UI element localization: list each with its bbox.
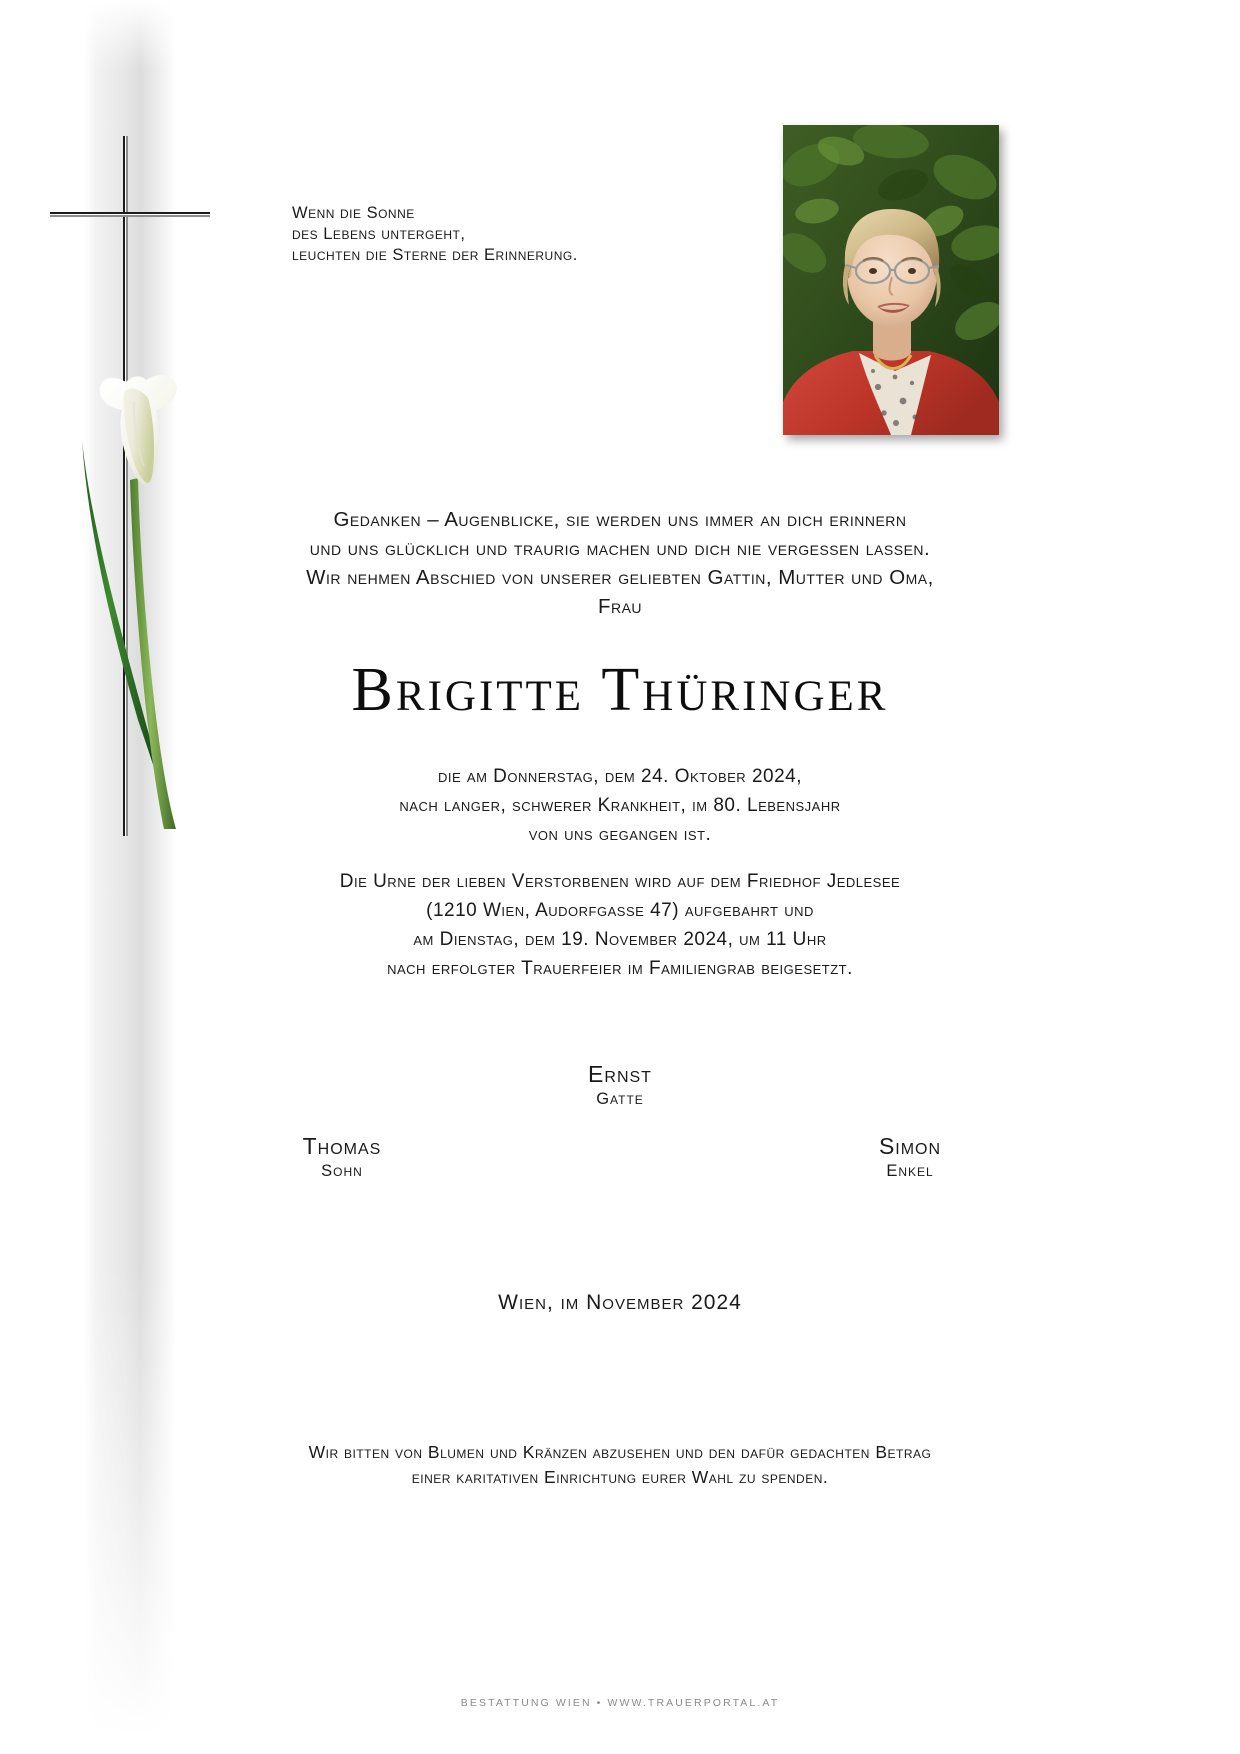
funeral-line-3: am Dienstag, dem 19. November 2024, um 11 Uhr [413, 929, 827, 950]
grandson-relation: Enkel [886, 1162, 934, 1180]
details-spacer [170, 849, 1070, 867]
family-row-children [170, 1132, 1070, 1192]
spouse-name: Ernst [588, 1061, 652, 1087]
family-block [170, 1060, 1070, 1192]
place-and-date: Wien, im November 2024 [498, 1291, 742, 1314]
portrait-photo [783, 125, 999, 435]
death-line-2: nach langer, schwerer Krankheit, im 80. Lebensjahr [399, 795, 841, 816]
donation-request [170, 1440, 1070, 1490]
intro-line-2: und uns glücklich und traurig machen und dich nie vergessen lassen. [309, 537, 931, 560]
son-relation: Sohn [321, 1162, 363, 1180]
son-name: Thomas [302, 1133, 382, 1159]
quote-line-1: Wenn die Sonne [292, 204, 415, 222]
quote-line-2: des Lebens untergeht, [292, 225, 466, 243]
quote-line-3: leuchten die Sterne der Erinnerung. [292, 246, 578, 264]
deceased-name: Brigitte Thüringer [351, 656, 889, 724]
family-member-grandson [780, 1132, 1040, 1182]
footer-credit: BESTATTUNG WIEN • WWW.TRAUERPORTAL.AT [460, 1697, 780, 1709]
death-line-1: die am Donnerstag, dem 24. Oktober 2024, [437, 766, 803, 787]
intro-paragraph [170, 505, 1070, 621]
grandson-name: Simon [878, 1133, 942, 1159]
request-line-1: Wir bitten von Blumen und Kränzen abzusehen und den dafür gedachten Betrag [308, 1442, 932, 1462]
death-line-3: von uns gegangen ist. [528, 824, 712, 845]
cross-icon-horizontal-bar [50, 212, 210, 217]
spouse-relation: Gatte [596, 1090, 644, 1108]
family-member-son [212, 1132, 472, 1182]
decorative-left-panel-fade [85, 0, 175, 1754]
funeral-line-2: (1210 Wien, Audorfgasse 47) aufgebahrt und [426, 900, 814, 921]
funeral-line-4: nach erfolgter Trauerfeier im Familiengrab beigesetzt. [387, 958, 853, 979]
funeral-line-1: Die Urne der lieben Verstorbenen wird auf dem Friedhof Jedlesee [339, 871, 901, 892]
intro-line-3: Wir nehmen Abschied von unserer geliebten Gattin, Mutter und Oma, [306, 566, 934, 589]
intro-line-4: Frau [597, 595, 643, 618]
details-block [170, 762, 1070, 983]
family-member-spouse [170, 1060, 1070, 1110]
intro-line-1: Gedanken – Augenblicke, sie werden uns immer an dich erinnern [333, 508, 907, 531]
request-line-2: einer karitativen Einrichtung eurer Wahl zu spenden. [411, 1467, 829, 1487]
memorial-quote [292, 203, 722, 266]
